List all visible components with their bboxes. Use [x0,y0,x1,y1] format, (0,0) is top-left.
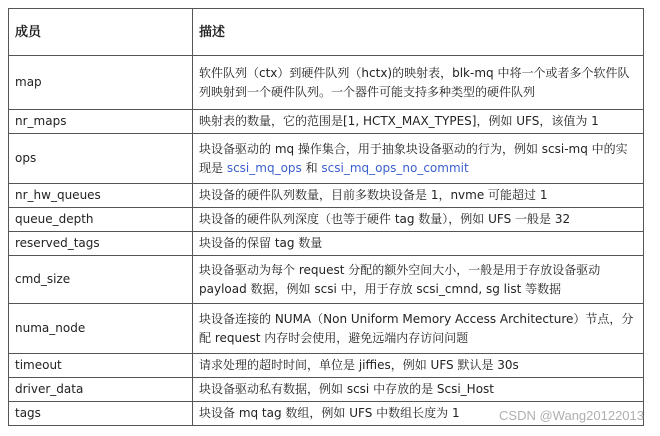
member-desc: 软件队列（ctx）到硬件队列（hctx)的映射表，blk-mq 中将一个或者多个软件队列映射到一个硬件队列。一个器件可能支持多种类型的硬件队列 [193,56,644,110]
table-row [9,56,644,110]
table-row [9,110,644,134]
ops-desc-text: 块设备驱动的 mq 操作集合，用于抽象块设备驱动的行为，例如 scsi-mq 中的实现是 [199,141,628,175]
member-desc: 块设备驱动私有数据，例如 scsi 中存放的是 Scsi_Host [193,378,644,402]
member-name: driver_data [9,378,193,402]
table-header-row [9,9,644,56]
member-desc: 块设备的保留 tag 数量 [193,232,644,256]
header-description: 描述 [193,9,644,56]
table-row [9,232,644,256]
members-table [8,8,644,426]
member-desc: 块设备连接的 NUMA（Non Uniform Memory Access Architecture）节点，分配 request 内存时会使用，避免远端内存访问问题 [193,304,644,354]
watermark: CSDN @Wang20122013 [499,408,644,423]
member-name: tags [9,402,193,426]
member-desc: 块设备的硬件队列深度（也等于硬件 tag 数量），例如 UFS 一般是 32 [193,208,644,232]
header-member: 成员 [9,9,193,56]
member-name: nr_maps [9,110,193,134]
member-name: numa_node [9,304,193,354]
scsi-mq-ops-no-commit-link[interactable]: scsi_mq_ops_no_commit [321,160,469,175]
scsi-mq-ops-link[interactable]: scsi_mq_ops [226,160,302,175]
member-name: map [9,56,193,110]
table-row [9,378,644,402]
member-name: cmd_size [9,256,193,304]
member-name: queue_depth [9,208,193,232]
table-row [9,134,644,184]
member-desc: 块设备驱动为每个 request 分配的额外空间大小，一般是用于存放设备驱动 payload 数据，例如 scsi 中，用于存放 scsi_cmnd, sg list 等数据 [193,256,644,304]
member-desc: 请求处理的超时时间，单位是 jiffies，例如 UFS 默认是 30s [193,354,644,378]
table-row [9,184,644,208]
member-desc: 映射表的数量，它的范围是[1, HCTX_MAX_TYPES]，例如 UFS，该值为 1 [193,110,644,134]
table-row [9,208,644,232]
member-name: timeout [9,354,193,378]
member-desc: 块设备的硬件队列数量，目前多数块设备是 1，nvme 可能超过 1 [193,184,644,208]
member-desc: 块设备 mq tag 数组，例如 UFS 中数组长度为 1 [193,402,644,426]
ops-desc-and: 和 [301,160,322,175]
table-row [9,354,644,378]
table-row [9,256,644,304]
member-name: reserved_tags [9,232,193,256]
member-desc [193,134,644,184]
member-name: nr_hw_queues [9,184,193,208]
member-name: ops [9,134,193,184]
table-row [9,304,644,354]
